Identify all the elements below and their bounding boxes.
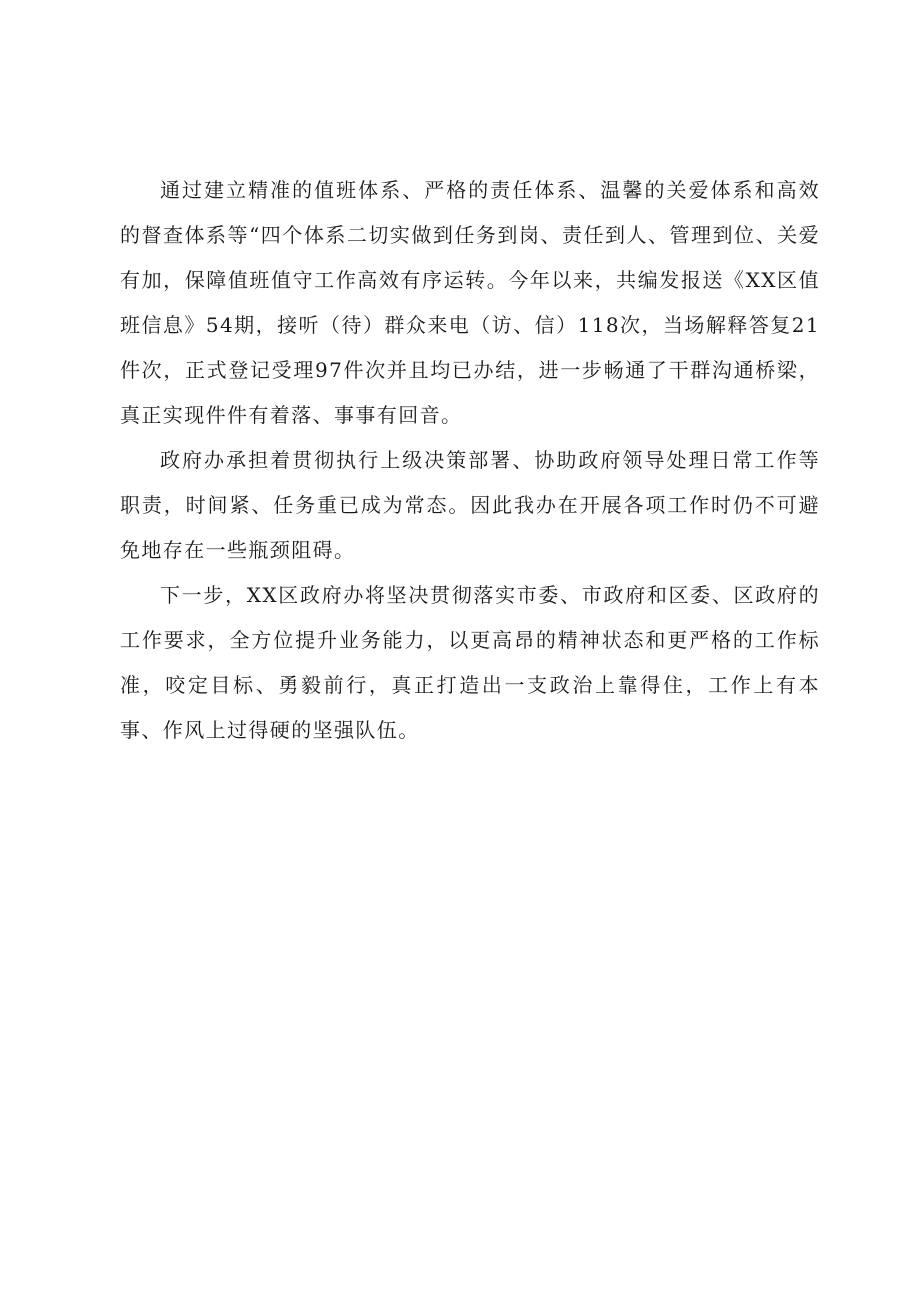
document-body [120,168,820,753]
paragraph-duty-system: 通过建立精准的值班体系、严格的责任体系、温馨的关爱体系和高效的督查体系等“四个体系二切实做到任务到岗、责任到人、管理到位、关爱有加，保障值班值守工作高效有序运转。今年以来，共编发报送《XX区值班信息》54期，接听（待）群众来电（访、信）118次，当场解释答复21件次，正式登记受理97件次并且均已办结，进一步畅通了干群沟通桥梁，真正实现件件有着落、事事有回音。 [120,178,820,427]
paragraph-next-steps: 下一步，XX区政府办将坚决贯彻落实市委、市政府和区委、区政府的工作要求，全方位提升业务能力，以更高昂的精神状态和更严格的工作标准，咬定目标、勇毅前行，真正打造出一支政治上靠得住，工作上有本事、作风上过得硬的坚强队伍。 [120,583,820,742]
paragraph-problems: 政府办承担着贯彻执行上级决策部署、协助政府领导处理日常工作等职责，时间紧、任务重已成为常态。因此我办在开展各项工作时仍不可避免地存在一些瓶颈阻碍。 [120,448,820,562]
